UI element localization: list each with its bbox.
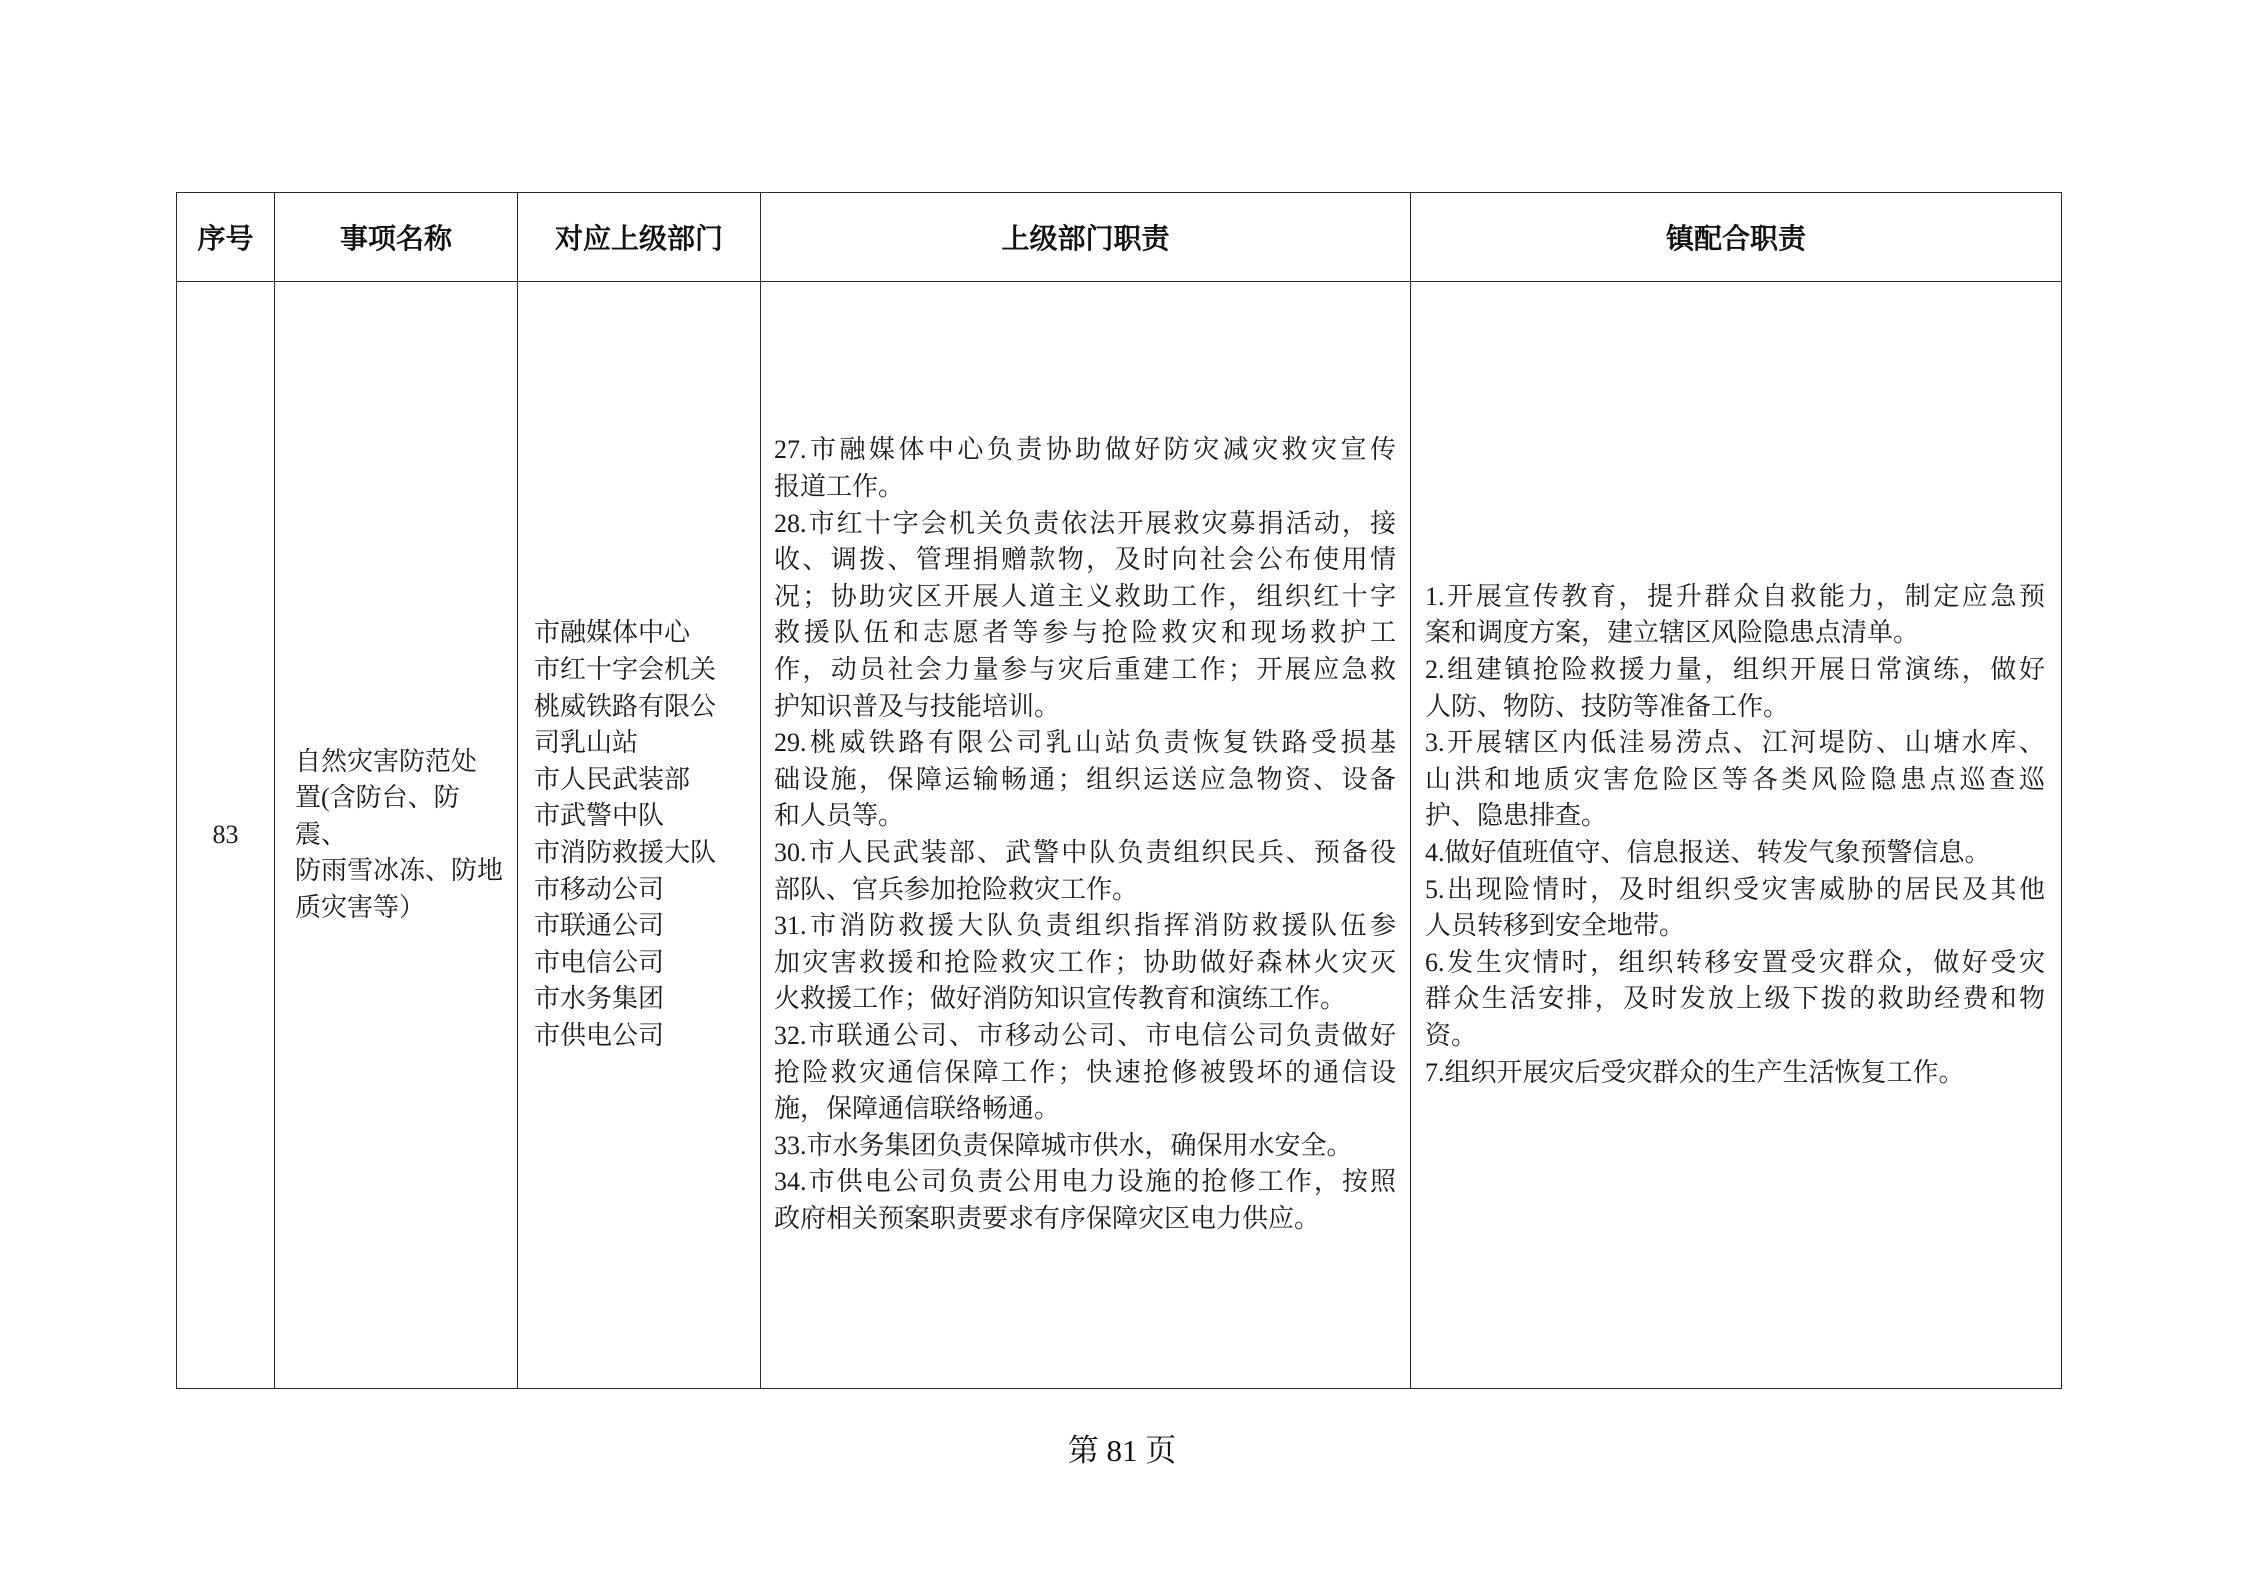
text-line: 收、调拨、管理捐赠款物，及时向社会公布使用情 [774, 545, 1396, 575]
text-line: 市红十字会机关 [534, 655, 717, 685]
text-line: 市水务集团 [534, 984, 665, 1014]
superior-duty-item [774, 835, 1396, 908]
town-duty-item [1425, 725, 2045, 835]
text-line: 34.市供电公司负责公用电力设施的抢修工作，按照 [774, 1167, 1396, 1197]
department-entry [534, 981, 750, 1018]
item-name-text [295, 744, 507, 927]
text-line: 防雨雪冰冻、防地 [295, 856, 504, 886]
text-line: 1.开展宣传教育，提升群众自救能力，制定应急预 [1425, 581, 2045, 611]
text-line: 市供电公司 [534, 1020, 665, 1050]
text-line: 和人员等。 [774, 801, 905, 831]
text-line: 施，保障通信联络畅通。 [774, 1094, 1061, 1124]
text-line: 抢险救灾通信保障工作；快速抢修被毁坏的通信设 [774, 1057, 1396, 1087]
town-duty-item [1425, 835, 2045, 872]
text-line: 作，动员社会力量参与灾后重建工作；开展应急救 [774, 655, 1396, 685]
superior-duty-item [774, 1128, 1396, 1165]
text-line: 市融媒体中心 [534, 618, 691, 648]
text-line: 4.做好值班值守、信息报送、转发气象预警信息。 [1425, 838, 1991, 867]
department-entry [534, 762, 750, 799]
text-line: 32.市联通公司、市移动公司、市电信公司负责做好 [774, 1020, 1396, 1050]
department-entry [534, 1018, 750, 1055]
text-line: 况；协助灾区开展人道主义救助工作，组织红十字 [774, 581, 1396, 611]
cell-superior-departments [518, 282, 761, 1389]
text-line: 护知识普及与技能培训。 [774, 691, 1061, 721]
cell-superior-duties [761, 282, 1411, 1389]
town-duty-item [1425, 652, 2045, 725]
page-number: 第 81 页 [1067, 1433, 1177, 1468]
town-duty-item [1425, 1055, 2045, 1092]
town-duty-item [1425, 945, 2045, 1055]
text-line: 自然灾害防范处 [295, 746, 478, 776]
text-line: 市人民武装部 [534, 764, 691, 794]
town-duty-item [1425, 579, 2045, 652]
department-entry [534, 652, 750, 689]
text-line: 市移动公司 [534, 874, 665, 904]
text-line: 5.出现险情时，及时组织受灾害威胁的居民及其他 [1425, 874, 2045, 904]
text-line: 7.组织开展灾后受灾群众的生产生活恢复工作。 [1425, 1057, 1965, 1087]
text-line: 资。 [1425, 1020, 1478, 1050]
text-line: 桃威铁路有限公 [534, 691, 717, 721]
duties-table [176, 192, 2062, 1389]
superior-duty-item [774, 725, 1396, 835]
text-line: 加灾害救援和抢险救灾工作；协助做好森林火灾灭 [774, 947, 1396, 977]
town-duty-item [1425, 872, 2045, 945]
superior-duty-item [774, 506, 1396, 726]
text-line: 群众生活安排，及时发放上级下拨的救助经费和物 [1425, 984, 2045, 1014]
text-line: 置(含防台、防震、 [295, 783, 460, 849]
text-line: 部队、官兵参加抢险救灾工作。 [774, 874, 1139, 904]
department-entry [534, 872, 750, 909]
department-entry [534, 689, 750, 762]
text-line: 山洪和地质灾害危险区等各类风险隐患点巡查巡 [1425, 764, 2045, 794]
text-line: 2.组建镇抢险救援力量，组织开展日常演练，做好 [1425, 655, 2045, 685]
text-line: 30.市人民武装部、武警中队负责组织民兵、预备役 [774, 838, 1396, 867]
text-line: 28.市红十字会机关负责依法开展救灾募捐活动，接 [774, 508, 1396, 538]
cell-town-duties [1411, 282, 2062, 1389]
department-entry [534, 945, 750, 982]
text-line: 报道工作。 [774, 472, 905, 502]
text-line: 27.市融媒体中心负责协助做好防灾减灾救灾宣传 [774, 435, 1396, 465]
text-line: 政府相关预案职责要求有序保障灾区电力供应。 [774, 1203, 1321, 1233]
superior-duty-item [774, 908, 1396, 1018]
text-line: 31.市消防救援大队负责组织指挥消防救援队伍参 [774, 911, 1396, 941]
text-line: 市联通公司 [534, 911, 665, 941]
header-town-duties: 镇配合职责 [1411, 193, 2062, 282]
header-number: 序号 [177, 193, 275, 282]
header-item-name: 事项名称 [275, 193, 518, 282]
header-superior-duties: 上级部门职责 [761, 193, 1411, 282]
table-header-row [177, 193, 2062, 282]
text-line: 29.桃威铁路有限公司乳山站负责恢复铁路受损基 [774, 728, 1396, 758]
text-line: 6.发生灾情时，组织转移安置受灾群众，做好受灾 [1425, 947, 2045, 977]
text-line: 础设施，保障运输畅通；组织运送应急物资、设备 [774, 764, 1396, 794]
text-line: 质灾害等） [295, 892, 426, 922]
department-entry [534, 908, 750, 945]
text-line: 火救援工作；做好消防知识宣传教育和演练工作。 [774, 984, 1347, 1014]
text-line: 案和调度方案，建立辖区风险隐患点清单。 [1425, 618, 1920, 648]
table-row [177, 282, 2062, 1389]
department-entry [534, 798, 750, 835]
text-line: 人员转移到安全地带。 [1425, 911, 1686, 941]
superior-duty-item [774, 1018, 1396, 1128]
header-superior-department: 对应上级部门 [518, 193, 761, 282]
department-entry [534, 835, 750, 872]
cell-number: 83 [177, 282, 275, 1389]
text-line: 护、隐患排查。 [1425, 801, 1608, 831]
text-line: 市武警中队 [534, 801, 665, 831]
superior-duty-item [774, 1164, 1396, 1237]
text-line: 市电信公司 [534, 947, 665, 977]
department-entry [534, 615, 750, 652]
superior-duty-item [774, 432, 1396, 505]
text-line: 司乳山站 [534, 728, 639, 758]
cell-item-name [275, 282, 518, 1389]
text-line: 3.开展辖区内低洼易涝点、江河堤防、山塘水库、 [1425, 728, 2045, 758]
text-line: 33.市水务集团负责保障城市供水，确保用水安全。 [774, 1130, 1353, 1160]
text-line: 救援队伍和志愿者等参与抢险救灾和现场救护工 [774, 618, 1396, 648]
text-line: 市消防救援大队 [534, 838, 717, 867]
text-line: 人防、物防、技防等准备工作。 [1425, 691, 1790, 721]
